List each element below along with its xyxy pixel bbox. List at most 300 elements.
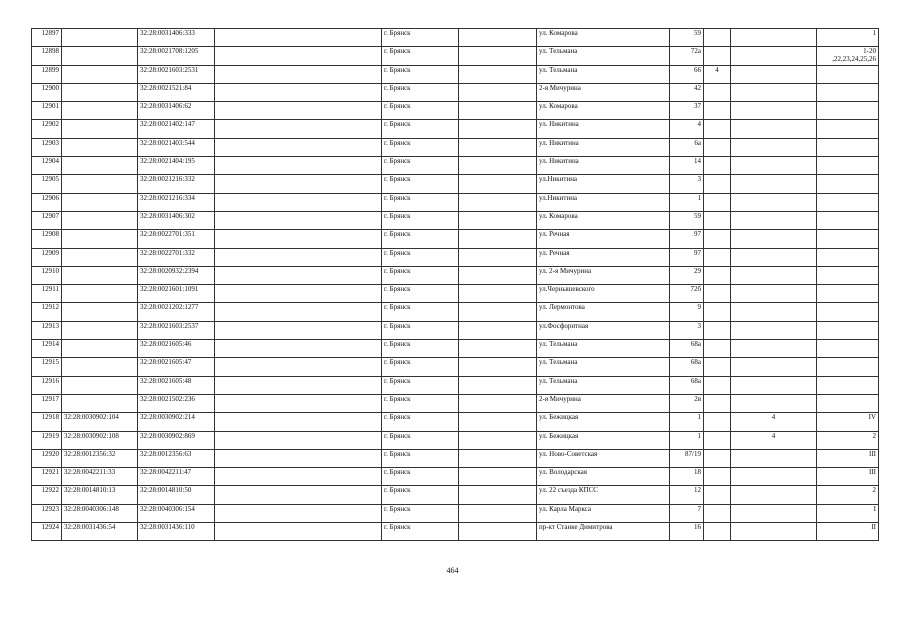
cell-building	[704, 504, 731, 522]
cell-building-cadastral-number: 32:28:0020932:2394	[138, 266, 215, 284]
cell-row-number: 12904	[32, 157, 62, 175]
cell-street: ул. Никитина	[537, 138, 670, 156]
table-row	[32, 413, 879, 431]
cell-house-number: 72а	[670, 47, 704, 65]
cell-house-number: 87/19	[670, 449, 704, 467]
cell-house-number: 68а	[670, 340, 704, 358]
cell-building-cadastral-number: 32:28:0012356:63	[138, 449, 215, 467]
cell-street: ул. Тельмана	[537, 47, 670, 65]
cell-city: г. Брянск	[382, 138, 459, 156]
cell-row-number: 12913	[32, 321, 62, 339]
cell-building	[704, 193, 731, 211]
cell-building-cadastral-number: 32:28:0021605:46	[138, 340, 215, 358]
cell-house-number: 1	[670, 193, 704, 211]
cell-street: ул.Чернышевского	[537, 285, 670, 303]
cell-parcel-cadastral-number	[62, 83, 138, 101]
cell-description	[215, 120, 382, 138]
cell-description	[215, 504, 382, 522]
cell-street: ул. Бежицкая	[537, 431, 670, 449]
cell-building-cadastral-number: 32:28:0021601:1091	[138, 285, 215, 303]
cell-region	[459, 157, 537, 175]
cell-row-number: 12919	[32, 431, 62, 449]
cell-street: ул.Фосфоритная	[537, 321, 670, 339]
cell-city: г. Брянск	[382, 303, 459, 321]
cell-letter	[731, 285, 817, 303]
cell-building-cadastral-number: 32:28:0021402:147	[138, 120, 215, 138]
cell-apartment	[817, 394, 879, 412]
cell-region	[459, 303, 537, 321]
cell-city: г. Брянск	[382, 321, 459, 339]
cell-region	[459, 468, 537, 486]
cell-building	[704, 248, 731, 266]
cell-city: г. Брянск	[382, 376, 459, 394]
cell-building-cadastral-number: 32:28:0021605:47	[138, 358, 215, 376]
cell-letter	[731, 47, 817, 65]
table-row	[32, 29, 879, 47]
cell-description	[215, 102, 382, 120]
cell-street: пр-кт Станке Димитрова	[537, 523, 670, 541]
cell-city: г. Брянск	[382, 29, 459, 47]
cell-building	[704, 303, 731, 321]
cell-building	[704, 285, 731, 303]
cell-parcel-cadastral-number	[62, 358, 138, 376]
cell-parcel-cadastral-number: 32:28:0042211:33	[62, 468, 138, 486]
cell-building	[704, 102, 731, 120]
cell-city: г. Брянск	[382, 358, 459, 376]
cell-apartment	[817, 83, 879, 101]
cell-region	[459, 138, 537, 156]
cell-building-cadastral-number: 32:28:0030902:869	[138, 431, 215, 449]
cell-street: ул. Тельмана	[537, 376, 670, 394]
cell-parcel-cadastral-number	[62, 175, 138, 193]
cell-house-number: 68а	[670, 376, 704, 394]
cell-house-number: 66	[670, 65, 704, 83]
table-row	[32, 449, 879, 467]
cell-row-number: 12905	[32, 175, 62, 193]
cell-letter	[731, 468, 817, 486]
cell-building-cadastral-number: 32:28:0021216:334	[138, 193, 215, 211]
cell-letter	[731, 376, 817, 394]
cell-region	[459, 47, 537, 65]
cell-city: г. Брянск	[382, 47, 459, 65]
table-row	[32, 120, 879, 138]
cell-row-number: 12910	[32, 266, 62, 284]
cell-region	[459, 376, 537, 394]
cell-letter	[731, 449, 817, 467]
cell-city: г. Брянск	[382, 468, 459, 486]
table-row	[32, 175, 879, 193]
cell-parcel-cadastral-number	[62, 394, 138, 412]
cell-building	[704, 175, 731, 193]
cell-description	[215, 193, 382, 211]
cell-letter	[731, 29, 817, 47]
cell-apartment	[817, 285, 879, 303]
cell-region	[459, 321, 537, 339]
cell-row-number: 12906	[32, 193, 62, 211]
table-row	[32, 340, 879, 358]
cell-house-number: 42	[670, 83, 704, 101]
cell-description	[215, 230, 382, 248]
cell-description	[215, 138, 382, 156]
cell-region	[459, 83, 537, 101]
cell-building-cadastral-number: 32:28:0021521:84	[138, 83, 215, 101]
cell-letter	[731, 65, 817, 83]
cell-letter	[731, 523, 817, 541]
cell-apartment	[817, 303, 879, 321]
cell-parcel-cadastral-number	[62, 376, 138, 394]
cell-building	[704, 157, 731, 175]
cell-city: г. Брянск	[382, 394, 459, 412]
cell-apartment	[817, 230, 879, 248]
cell-street: ул. Карла Маркса	[537, 504, 670, 522]
cell-street: ул. Тельмана	[537, 358, 670, 376]
table-row	[32, 486, 879, 504]
cell-building	[704, 523, 731, 541]
cell-apartment	[817, 321, 879, 339]
cell-description	[215, 523, 382, 541]
table-row	[32, 65, 879, 83]
cell-building-cadastral-number: 32:28:0014810:50	[138, 486, 215, 504]
cell-apartment	[817, 248, 879, 266]
cell-region	[459, 358, 537, 376]
cell-region	[459, 65, 537, 83]
cell-house-number: 14	[670, 157, 704, 175]
table-row	[32, 285, 879, 303]
cell-description	[215, 468, 382, 486]
cell-building-cadastral-number: 32:28:0021404:195	[138, 157, 215, 175]
cell-region	[459, 29, 537, 47]
cell-street: ул. Володарская	[537, 468, 670, 486]
cell-street: ул. Речная	[537, 248, 670, 266]
cell-row-number: 12914	[32, 340, 62, 358]
cell-row-number: 12917	[32, 394, 62, 412]
cell-description	[215, 65, 382, 83]
cell-row-number: 12922	[32, 486, 62, 504]
table-row	[32, 321, 879, 339]
cell-apartment	[817, 175, 879, 193]
cell-parcel-cadastral-number	[62, 285, 138, 303]
cell-description	[215, 83, 382, 101]
cell-parcel-cadastral-number	[62, 157, 138, 175]
cell-building	[704, 120, 731, 138]
cell-house-number: 6а	[670, 138, 704, 156]
cell-city: г. Брянск	[382, 431, 459, 449]
cell-description	[215, 431, 382, 449]
cell-parcel-cadastral-number	[62, 303, 138, 321]
table-row	[32, 358, 879, 376]
cell-row-number: 12916	[32, 376, 62, 394]
cell-street: ул.Никитина	[537, 175, 670, 193]
cell-house-number: 2в	[670, 394, 704, 412]
cell-city: г. Брянск	[382, 449, 459, 467]
cell-region	[459, 248, 537, 266]
cell-building-cadastral-number: 32:28:0031406:302	[138, 211, 215, 229]
cell-building-cadastral-number: 32:28:0021216:332	[138, 175, 215, 193]
cell-city: г. Брянск	[382, 230, 459, 248]
cell-building-cadastral-number: 32:28:0022701:351	[138, 230, 215, 248]
cell-house-number: 16	[670, 523, 704, 541]
cell-building-cadastral-number: 32:28:0021605:48	[138, 376, 215, 394]
cell-building	[704, 211, 731, 229]
cell-street: ул.Никитина	[537, 193, 670, 211]
cell-parcel-cadastral-number	[62, 102, 138, 120]
cell-street: ул. 2-я Мичурина	[537, 266, 670, 284]
cell-apartment	[817, 65, 879, 83]
cell-letter	[731, 321, 817, 339]
cell-parcel-cadastral-number: 32:28:0014810:13	[62, 486, 138, 504]
cell-apartment	[817, 120, 879, 138]
cell-building-cadastral-number: 32:28:0021603:2531	[138, 65, 215, 83]
cell-apartment: 1-20 ,22,23,24,25,26	[817, 47, 879, 65]
cell-parcel-cadastral-number	[62, 29, 138, 47]
table-row	[32, 266, 879, 284]
cell-description	[215, 211, 382, 229]
cell-apartment	[817, 376, 879, 394]
cell-letter	[731, 175, 817, 193]
cell-letter	[731, 83, 817, 101]
cell-description	[215, 29, 382, 47]
cell-region	[459, 431, 537, 449]
cell-apartment: I	[817, 504, 879, 522]
cell-description	[215, 394, 382, 412]
table-row	[32, 523, 879, 541]
cell-apartment: 2	[817, 431, 879, 449]
cell-city: г. Брянск	[382, 157, 459, 175]
cell-row-number: 12903	[32, 138, 62, 156]
table-row	[32, 102, 879, 120]
cell-region	[459, 266, 537, 284]
cell-row-number: 12909	[32, 248, 62, 266]
cell-row-number: 12912	[32, 303, 62, 321]
cell-apartment	[817, 193, 879, 211]
cell-row-number: 12897	[32, 29, 62, 47]
cell-building-cadastral-number: 32:28:0042211:47	[138, 468, 215, 486]
cell-building	[704, 431, 731, 449]
cell-parcel-cadastral-number	[62, 120, 138, 138]
cell-region	[459, 340, 537, 358]
cell-building	[704, 138, 731, 156]
cell-street: ул. Комарова	[537, 102, 670, 120]
cell-parcel-cadastral-number: 32:28:0030902:104	[62, 413, 138, 431]
cell-apartment: IV	[817, 413, 879, 431]
cell-city: г. Брянск	[382, 340, 459, 358]
cell-parcel-cadastral-number	[62, 138, 138, 156]
cell-apartment: III	[817, 449, 879, 467]
cell-description	[215, 157, 382, 175]
cell-city: г. Брянск	[382, 102, 459, 120]
table-row	[32, 504, 879, 522]
cell-street: ул. Тельмана	[537, 340, 670, 358]
table-row	[32, 376, 879, 394]
cell-region	[459, 523, 537, 541]
cell-description	[215, 321, 382, 339]
table-row	[32, 248, 879, 266]
cell-description	[215, 449, 382, 467]
cell-city: г. Брянск	[382, 65, 459, 83]
cell-apartment	[817, 138, 879, 156]
cell-region	[459, 175, 537, 193]
cell-building-cadastral-number: 32:28:0021502:236	[138, 394, 215, 412]
table-row	[32, 193, 879, 211]
cell-region	[459, 102, 537, 120]
cell-building-cadastral-number: 32:28:0031406:333	[138, 29, 215, 47]
cell-letter	[731, 504, 817, 522]
table-row	[32, 468, 879, 486]
cell-row-number: 12918	[32, 413, 62, 431]
cell-building-cadastral-number: 32:28:0022701:332	[138, 248, 215, 266]
cell-house-number: 59	[670, 29, 704, 47]
cell-building	[704, 230, 731, 248]
cell-parcel-cadastral-number	[62, 65, 138, 83]
cell-row-number: 12915	[32, 358, 62, 376]
cell-apartment: II	[817, 523, 879, 541]
table-row	[32, 138, 879, 156]
cell-description	[215, 303, 382, 321]
cell-building	[704, 83, 731, 101]
cell-street: ул. Комарова	[537, 211, 670, 229]
table-row	[32, 47, 879, 65]
registry-table	[31, 28, 879, 541]
cell-letter	[731, 340, 817, 358]
cell-building-cadastral-number: 32:28:0021202:1277	[138, 303, 215, 321]
cell-letter	[731, 157, 817, 175]
cell-letter	[731, 486, 817, 504]
cell-description	[215, 248, 382, 266]
cell-apartment: 1	[817, 29, 879, 47]
cell-region	[459, 413, 537, 431]
cell-description	[215, 285, 382, 303]
cell-street: ул. Никитина	[537, 157, 670, 175]
table-row	[32, 303, 879, 321]
cell-city: г. Брянск	[382, 175, 459, 193]
cell-street: ул. Никитина	[537, 120, 670, 138]
cell-parcel-cadastral-number: 32:28:0030902:108	[62, 431, 138, 449]
cell-building	[704, 47, 731, 65]
cell-letter	[731, 120, 817, 138]
cell-parcel-cadastral-number: 32:28:0040306:148	[62, 504, 138, 522]
cell-building-cadastral-number: 32:28:0040306:154	[138, 504, 215, 522]
cell-parcel-cadastral-number	[62, 248, 138, 266]
cell-letter	[731, 303, 817, 321]
cell-building	[704, 486, 731, 504]
cell-house-number: 7	[670, 504, 704, 522]
cell-description	[215, 413, 382, 431]
table-row	[32, 211, 879, 229]
cell-building	[704, 340, 731, 358]
cell-letter	[731, 248, 817, 266]
cell-building	[704, 376, 731, 394]
cell-parcel-cadastral-number	[62, 211, 138, 229]
cell-house-number: 97	[670, 248, 704, 266]
cell-building-cadastral-number: 32:28:0021708:1205	[138, 47, 215, 65]
cell-description	[215, 358, 382, 376]
cell-street: ул. Бежицкая	[537, 413, 670, 431]
cell-house-number: 59	[670, 211, 704, 229]
cell-city: г. Брянск	[382, 523, 459, 541]
cell-row-number: 12921	[32, 468, 62, 486]
cell-region	[459, 193, 537, 211]
cell-description	[215, 486, 382, 504]
cell-street: ул. 22 съезда КПСС	[537, 486, 670, 504]
cell-parcel-cadastral-number	[62, 321, 138, 339]
cell-region	[459, 285, 537, 303]
cell-street: ул. Тельмана	[537, 65, 670, 83]
cell-building	[704, 321, 731, 339]
cell-city: г. Брянск	[382, 285, 459, 303]
cell-house-number: 72б	[670, 285, 704, 303]
cell-apartment	[817, 266, 879, 284]
cell-letter	[731, 266, 817, 284]
cell-letter	[731, 193, 817, 211]
cell-parcel-cadastral-number	[62, 230, 138, 248]
cell-description	[215, 47, 382, 65]
cell-letter: 4	[731, 431, 817, 449]
cell-apartment	[817, 340, 879, 358]
cell-building-cadastral-number: 32:28:0031406:62	[138, 102, 215, 120]
page-number: 464	[446, 566, 459, 575]
cell-letter	[731, 211, 817, 229]
cell-building-cadastral-number: 32:28:0021603:2537	[138, 321, 215, 339]
cell-house-number: 12	[670, 486, 704, 504]
cell-letter	[731, 230, 817, 248]
cell-street: ул. Речная	[537, 230, 670, 248]
cell-city: г. Брянск	[382, 413, 459, 431]
cell-row-number: 12923	[32, 504, 62, 522]
cell-street: 2-я Мичурина	[537, 83, 670, 101]
cell-row-number: 12902	[32, 120, 62, 138]
cell-house-number: 29	[670, 266, 704, 284]
cell-region	[459, 486, 537, 504]
cell-street: ул. Ново-Советская	[537, 449, 670, 467]
cell-row-number: 12907	[32, 211, 62, 229]
cell-description	[215, 340, 382, 358]
cell-row-number: 12898	[32, 47, 62, 65]
cell-apartment	[817, 157, 879, 175]
cell-city: г. Брянск	[382, 248, 459, 266]
cell-house-number: 3	[670, 321, 704, 339]
cell-row-number: 12901	[32, 102, 62, 120]
cell-parcel-cadastral-number	[62, 340, 138, 358]
cell-apartment: III	[817, 468, 879, 486]
cell-row-number: 12900	[32, 83, 62, 101]
cell-building	[704, 413, 731, 431]
table-row	[32, 83, 879, 101]
cell-building	[704, 29, 731, 47]
cell-building	[704, 449, 731, 467]
cell-street: ул. Комарова	[537, 29, 670, 47]
table-row	[32, 157, 879, 175]
cell-region	[459, 504, 537, 522]
cell-region	[459, 120, 537, 138]
cell-description	[215, 376, 382, 394]
cell-description	[215, 175, 382, 193]
cell-city: г. Брянск	[382, 504, 459, 522]
table-row	[32, 230, 879, 248]
cell-apartment	[817, 358, 879, 376]
cell-letter	[731, 138, 817, 156]
cell-house-number: 1	[670, 431, 704, 449]
cell-city: г. Брянск	[382, 83, 459, 101]
cell-house-number: 37	[670, 102, 704, 120]
cell-parcel-cadastral-number: 32:28:0031436:54	[62, 523, 138, 541]
cell-building-cadastral-number: 32:28:0030902:214	[138, 413, 215, 431]
cell-house-number: 4	[670, 120, 704, 138]
cell-row-number: 12924	[32, 523, 62, 541]
cell-parcel-cadastral-number	[62, 193, 138, 211]
cell-letter	[731, 394, 817, 412]
cell-house-number: 18	[670, 468, 704, 486]
cell-row-number: 12908	[32, 230, 62, 248]
